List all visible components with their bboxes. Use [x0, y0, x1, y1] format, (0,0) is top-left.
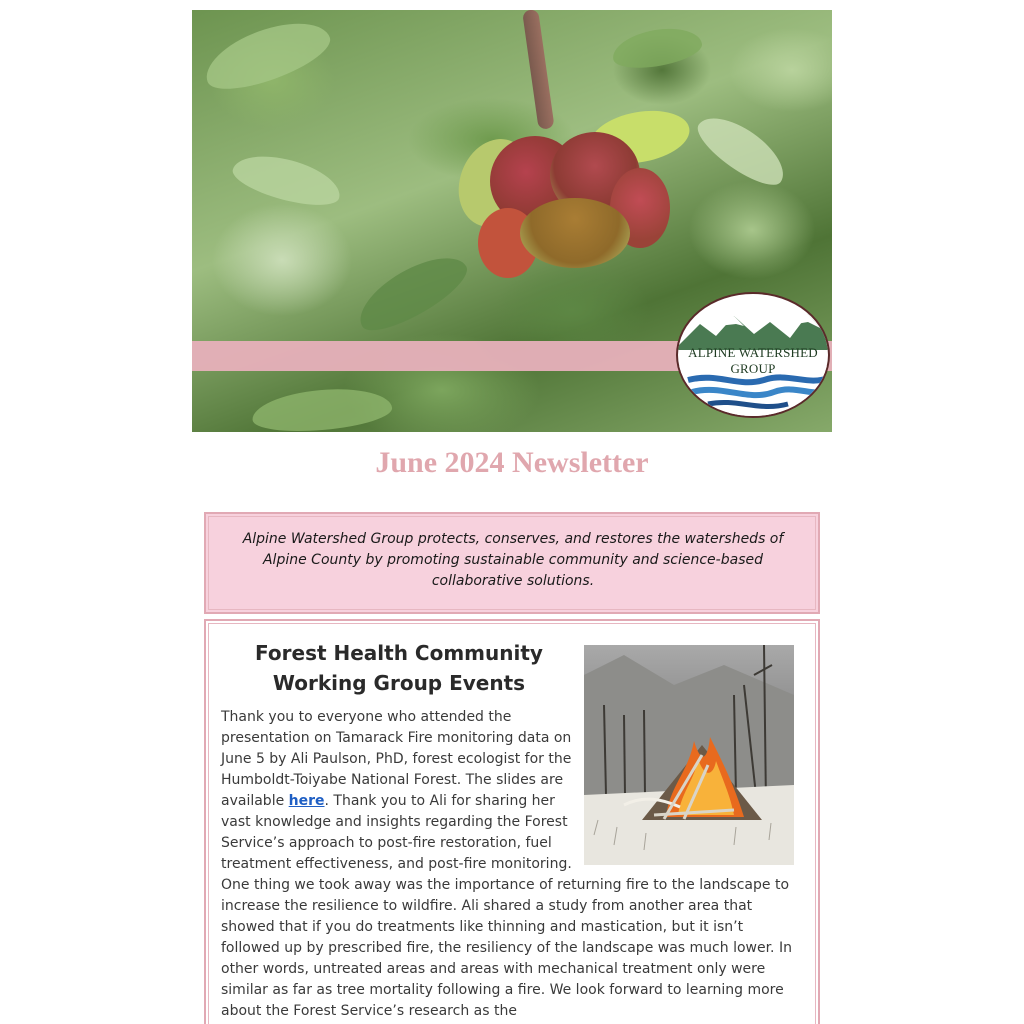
leaf-shape [610, 22, 705, 73]
article-body [221, 707, 801, 1022]
leaf-shape [690, 105, 795, 195]
article-section [204, 619, 820, 1024]
flower-stem [522, 10, 555, 130]
leaf-shape [229, 146, 346, 213]
slides-link[interactable]: here [288, 793, 325, 809]
peony-flower-illustration [450, 118, 680, 288]
alpine-watershed-group-logo [676, 292, 832, 420]
logo-text: ALPINE WATERSHED GROUP [688, 345, 818, 376]
article-title: Forest Health Community Working Group Events [255, 641, 543, 695]
leaf-shape [251, 384, 394, 432]
article-text-part-2: . Thank you to Ali for sharing her vast knowledge and insights regarding the Forest Service’s approach to post-fire restoration, fuel treatment effectiveness, and post-fire monitoring. One thing we took away was the importance of returning fire to the landscape to increase the resilience to wildfire. Ali shared a study from another area that showed that if you do treatments like thinning and mastication, but it isn’t followed up by prescribed fire, the resiliency of the landscape was much lower. In other words, untreated areas and areas with mechanical treatment only were similar as far as tree mortality following a fire. We look forward to learning more about the Forest Service’s research as the [221, 793, 792, 1019]
mission-statement-box [204, 512, 820, 614]
hero-banner-image [192, 10, 832, 432]
leaf-shape [197, 10, 336, 101]
image-wrap-spacer [577, 707, 801, 875]
mission-text: Alpine Watershed Group protects, conserves, and restores the watersheds of Alpine County by promoting sustainable community and science-based collaborative solutions. [242, 531, 784, 589]
newsletter-title: June 2024 Newsletter [375, 446, 649, 479]
article-text-part-1: Thank you to everyone who attended the presentation on Tamarack Fire monitoring data on June 5 by Ali Paulson, PhD, forest ecologist for the Humboldt-Toiyabe National Forest. The slides are available [221, 709, 572, 809]
